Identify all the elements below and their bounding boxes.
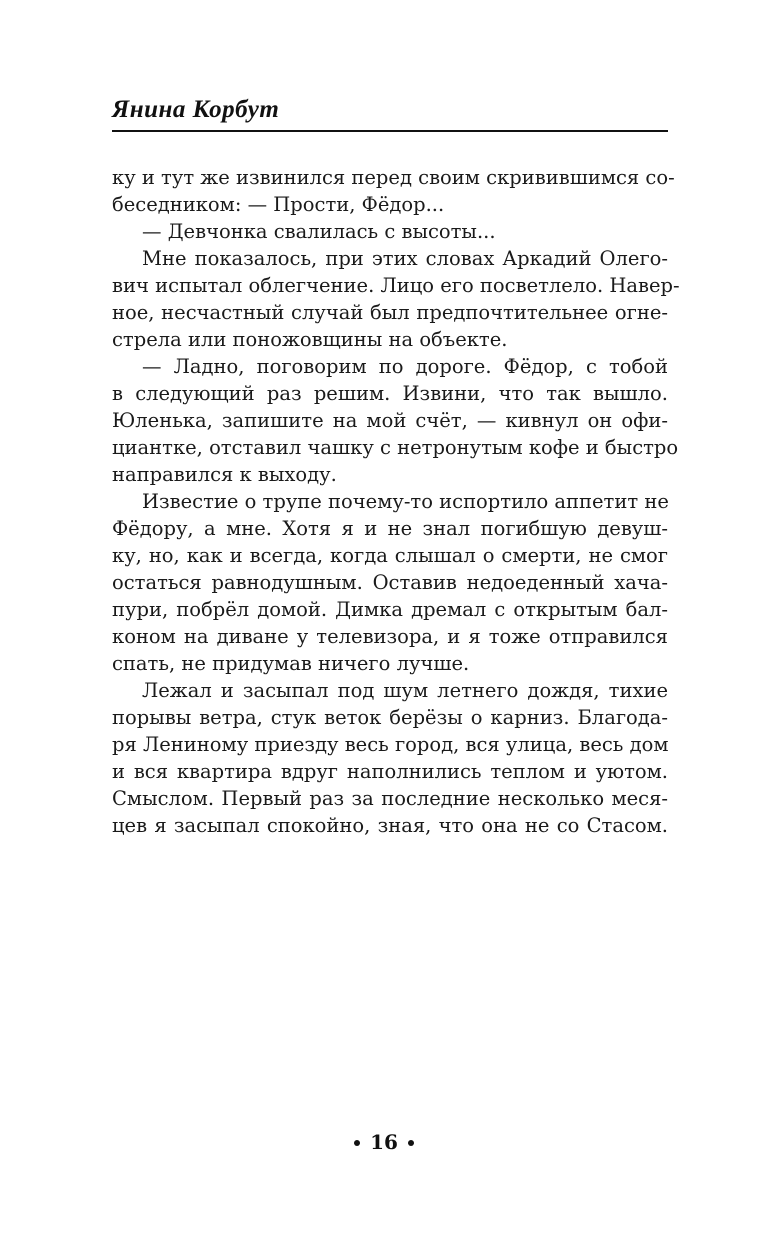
- text-line: беседником: — Прости, Фёдор...: [112, 193, 445, 216]
- text-line: вич испытал облегчение. Лицо его посветлело. Навер-: [112, 274, 680, 297]
- text-line: циантке, отставил чашку с нетронутым кофе и быстро: [112, 436, 679, 459]
- running-head-author: Янина Корбут: [112, 96, 280, 123]
- header-rule: [112, 130, 668, 132]
- text-line: ря Лениному приезду весь город, вся улица, весь дом: [112, 733, 669, 756]
- text-line: — Девчонка свалилась с высоты...: [142, 220, 496, 243]
- text-line: пури, побрёл домой. Димка дремал с открытым бал-: [112, 598, 668, 621]
- bullet-right-icon: [408, 1140, 414, 1146]
- text-line: ку и тут же извинился перед своим скривившимся со-: [112, 166, 675, 189]
- text-line: коном на диване у телевизора, и я тоже отправился: [112, 625, 668, 648]
- text-line: Известие о трупе почему-то испортило аппетит не: [142, 490, 669, 513]
- page-number: [0, 1130, 768, 1154]
- bullet-left-icon: [354, 1140, 360, 1146]
- text-line: порывы ветра, стук веток берёзы о карниз. Благода-: [112, 706, 668, 729]
- page-number-value: 16: [370, 1130, 398, 1154]
- text-line: спать, не придумав ничего лучше.: [112, 652, 470, 675]
- text-line: ку, но, как и всегда, когда слышал о смерти, не смог: [112, 544, 668, 567]
- text-line: в следующий раз решим. Извини, что так вышло.: [112, 382, 668, 405]
- text-line: ное, несчастный случай был предпочтительнее огне-: [112, 301, 668, 324]
- text-line: цев я засыпал спокойно, зная, что она не со Стасом.: [112, 814, 668, 837]
- body-text: [112, 164, 680, 839]
- text-line: остаться равнодушным. Оставив недоеденный хача-: [112, 571, 668, 594]
- text-line: Смыслом. Первый раз за последние несколько меся-: [112, 787, 668, 810]
- text-line: Лежал и засыпал под шум летнего дождя, тихие: [142, 679, 668, 702]
- text-line: Фёдору, а мне. Хотя я и не знал погибшую девуш-: [112, 517, 668, 540]
- text-line: Мне показалось, при этих словах Аркадий Олего-: [142, 247, 668, 270]
- text-line: направился к выходу.: [112, 463, 337, 486]
- text-line: — Ладно, поговорим по дороге. Фёдор, с тобой: [142, 355, 668, 378]
- text-line: Юленька, запишите на мой счёт, — кивнул он офи-: [112, 409, 668, 432]
- text-line: и вся квартира вдруг наполнились теплом и уютом.: [112, 760, 668, 783]
- text-line: стрела или поножовщины на объекте.: [112, 328, 508, 351]
